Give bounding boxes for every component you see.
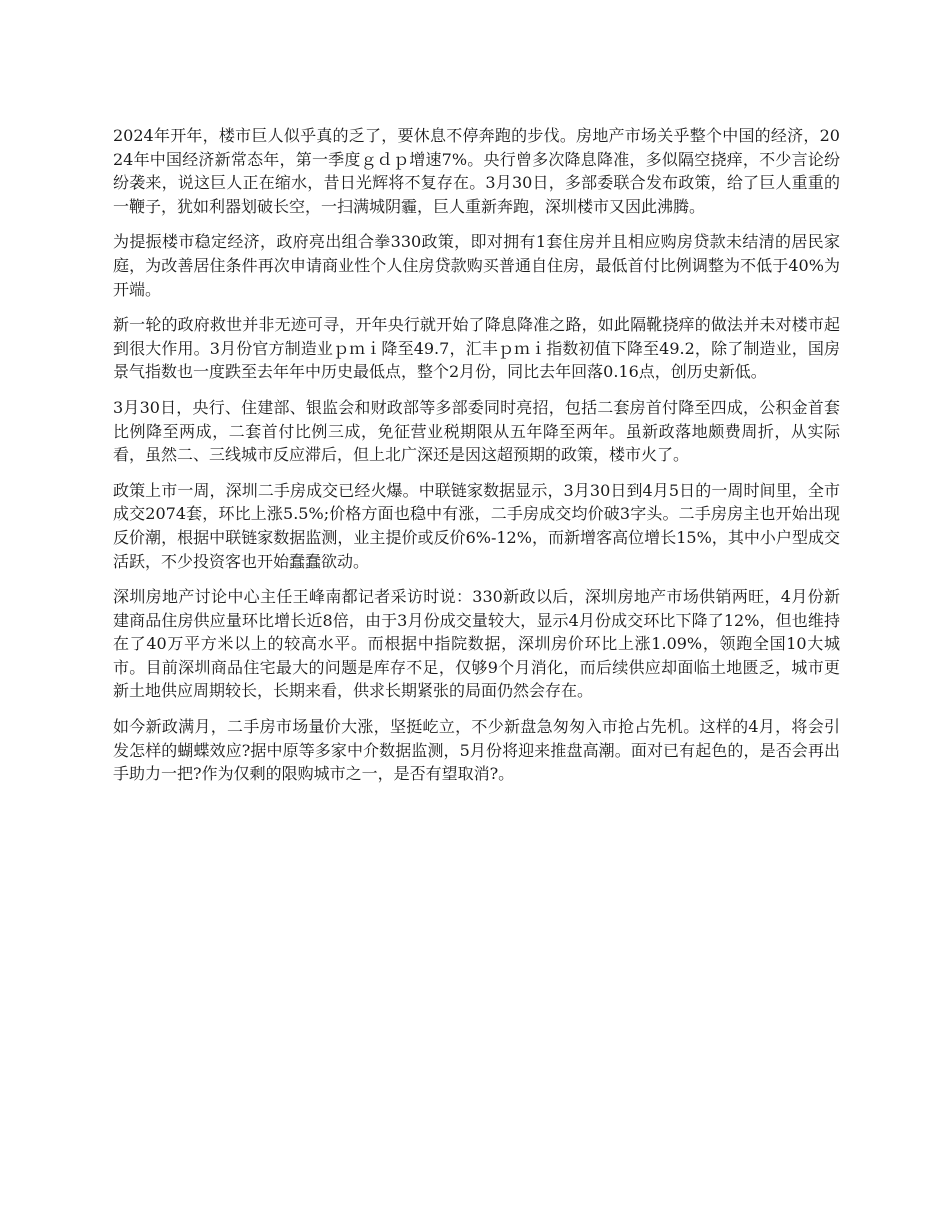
paragraph-7: 如今新政满月，二手房市场量价大涨，坚挺屹立，不少新盘急匆匆入市抢占先机。这样的4月，将会引发怎样的蝴蝶效应?据中原等多家中介数据监测，5月份将迎来推盘高潮。面对已有起色的，是否会再出手助力一把?作为仅剩的限购城市之一，是否有望取消?。 <box>113 717 840 784</box>
paragraph-4: 3月30日，央行、住建部、银监会和财政部等多部委同时亮招，包括二套房首付降至四成，公积金首套比例降至两成，二套首付比例三成，免征营业税期限从五年降至两年。虽新政落地颇费周折，从实际看，虽然二、三线城市反应滞后，但上北广深还是因这超预期的政策，楼市火了。 <box>113 397 840 465</box>
paragraph-5: 政策上市一周，深圳二手房成交已经火爆。中联链家数据显示，3月30日到4月5日的一周时间里，全市成交2074套，环比上涨5.5%;价格方面也稳中有涨，二手房成交均价破3字头。二手房房主也开始出现反价潮，根据中联链家数据监测，业主提价或反价6%-12%，而新增客高位增长15%，其中小户型成交活跃，不少投资客也开始蠢蠢欲动。 <box>113 480 840 571</box>
paragraph-1: 2024年开年，楼市巨人似乎真的乏了，要休息不停奔跑的步伐。房地产市场关乎整个中国的经济，2024年中国经济新常态年，第一季度ｇｄｐ增速7%。央行曾多次降息降准，多似隔空挠痒，不少言论纷纷袭来，说这巨人正在缩水，昔日光辉将不复存在。3月30日，多部委联合发布政策，给了巨人重重的一鞭子，犹如利器划破长空，一扫满城阴霾，巨人重新奔跑，深圳楼市又因此沸腾。 <box>113 126 840 216</box>
document-body <box>113 124 840 798</box>
paragraph-2: 为提振楼市稳定经济，政府亮出组合拳330政策，即对拥有1套住房并且相应购房贷款未结清的居民家庭，为改善居住条件再次申请商业性个人住房贷款购买普通自住房，最低首付比例调整为不低于40%为开端。 <box>113 232 840 299</box>
paragraph-6: 深圳房地产讨论中心主任王峰南都记者采访时说：330新政以后，深圳房地产市场供销两旺，4月份新建商品住房供应量环比增长近8倍，由于3月份成交量较大，显示4月份成交环比下降了12%，但也维持在了40万平方米以上的较高水平。而根据中指院数据，深圳房价环比上涨1.09%，领跑全国10大城市。目前深圳商品住宅最大的问题是库存不足，仅够9个月消化，而后续供应却面临土地匮乏，城市更新土地供应周期较长，长期来看，供求长期紧张的局面仍然会存在。 <box>113 587 840 701</box>
paragraph-3: 新一轮的政府救世并非无迹可寻，开年央行就开始了降息降准之路，如此隔靴挠痒的做法并未对楼市起到很大作用。3月份官方制造业ｐｍｉ降至49.7，汇丰ｐｍｉ指数初值下降至49.2，除了制造业，国房景气指数也一度跌至去年年中历史最低点，整个2月份，同比去年回落0.16点，创历史新低。 <box>113 315 840 382</box>
